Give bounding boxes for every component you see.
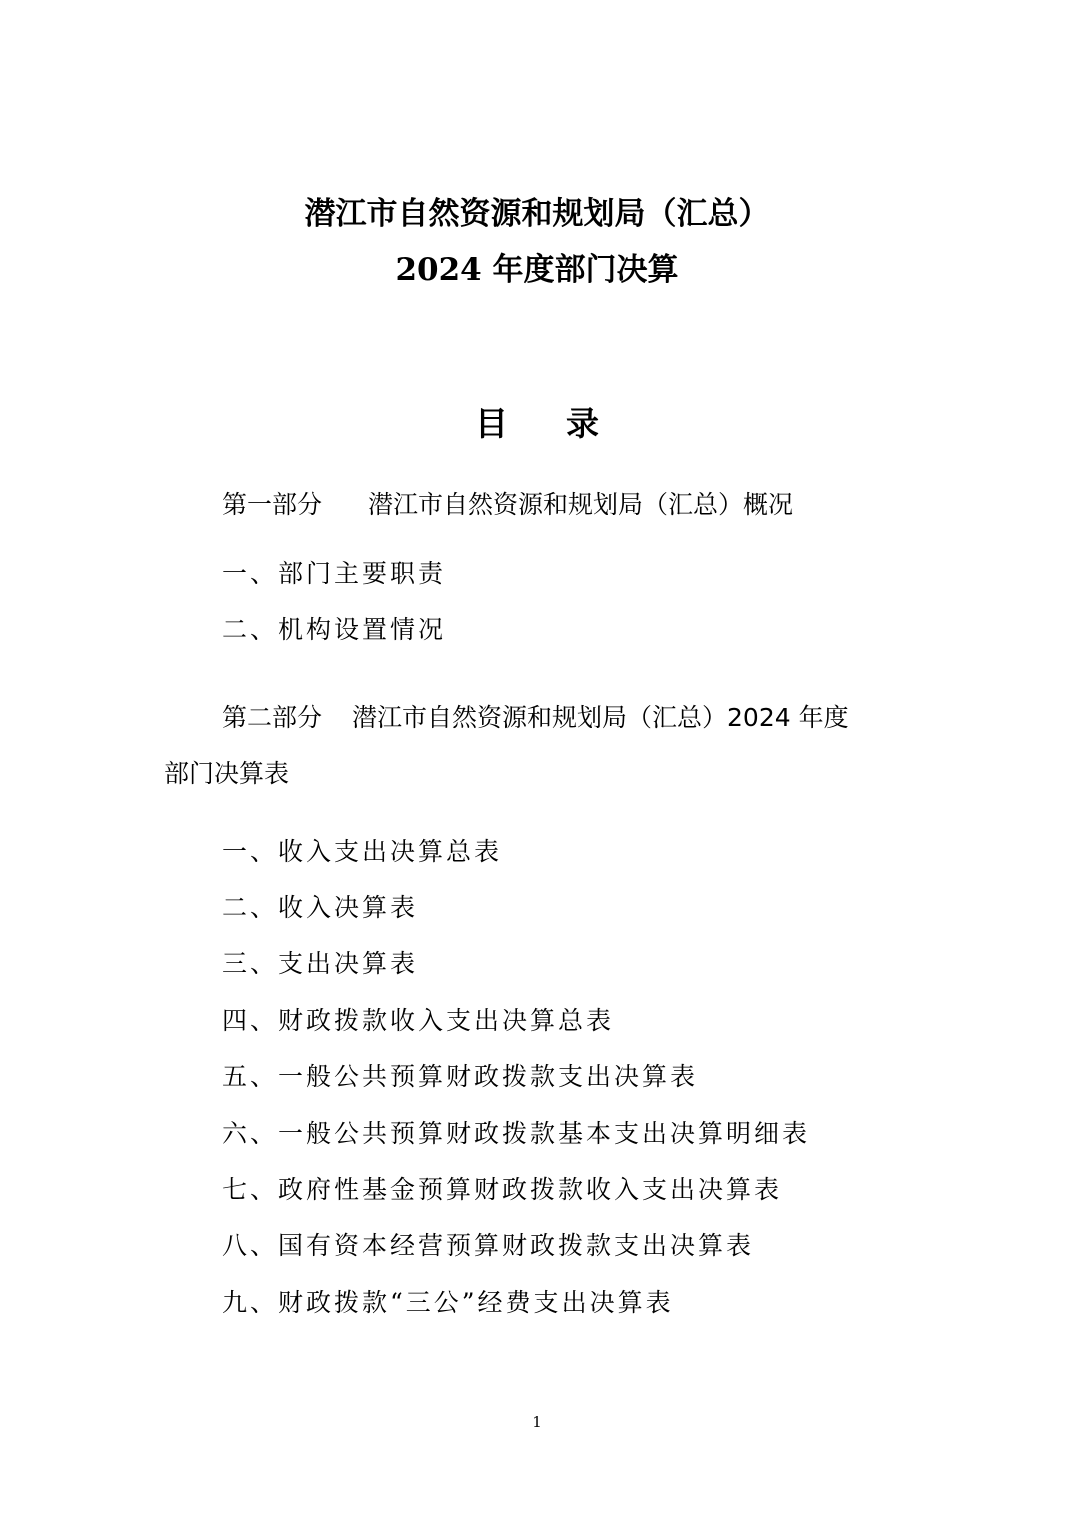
- toc-part-two-title-continued: 部门决算表: [164, 759, 290, 788]
- toc-item: 三、支出决算表: [222, 949, 419, 978]
- toc-part-two-label: 第二部分: [222, 703, 323, 732]
- document-title-line-2: 2024 年度部门决算: [395, 252, 679, 288]
- toc-item: 二、机构设置情况: [222, 615, 447, 644]
- toc-part-two: [222, 701, 849, 735]
- toc-part-one: [222, 488, 793, 522]
- toc-item: 七、政府性基金预算财政拨款收入支出决算表: [222, 1175, 783, 1204]
- toc-item: 九、财政拨款“三公”经费支出决算表: [222, 1288, 674, 1317]
- toc-part-two-title: 潜江市自然资源和规划局（汇总）2024 年度: [352, 703, 849, 732]
- toc-item: 一、部门主要职责: [222, 559, 447, 588]
- toc-item: 四、财政拨款收入支出决算总表: [222, 1006, 615, 1035]
- toc-part-one-title: 潜江市自然资源和规划局（汇总）概况: [368, 490, 794, 519]
- toc-item: 六、一般公共预算财政拨款基本支出决算明细表: [222, 1119, 811, 1148]
- toc-item: 二、收入决算表: [222, 893, 419, 922]
- toc-item: 八、国有资本经营预算财政拨款支出决算表: [222, 1231, 755, 1260]
- toc-item: 一、收入支出决算总表: [222, 837, 503, 866]
- page-number: 1: [532, 1413, 542, 1431]
- document-title-line-1: 潜江市自然资源和规划局（汇总）: [304, 196, 770, 232]
- toc-part-one-label: 第一部分: [222, 490, 323, 519]
- toc-item: 五、一般公共预算财政拨款支出决算表: [222, 1062, 699, 1091]
- toc-heading: 目录: [475, 404, 657, 443]
